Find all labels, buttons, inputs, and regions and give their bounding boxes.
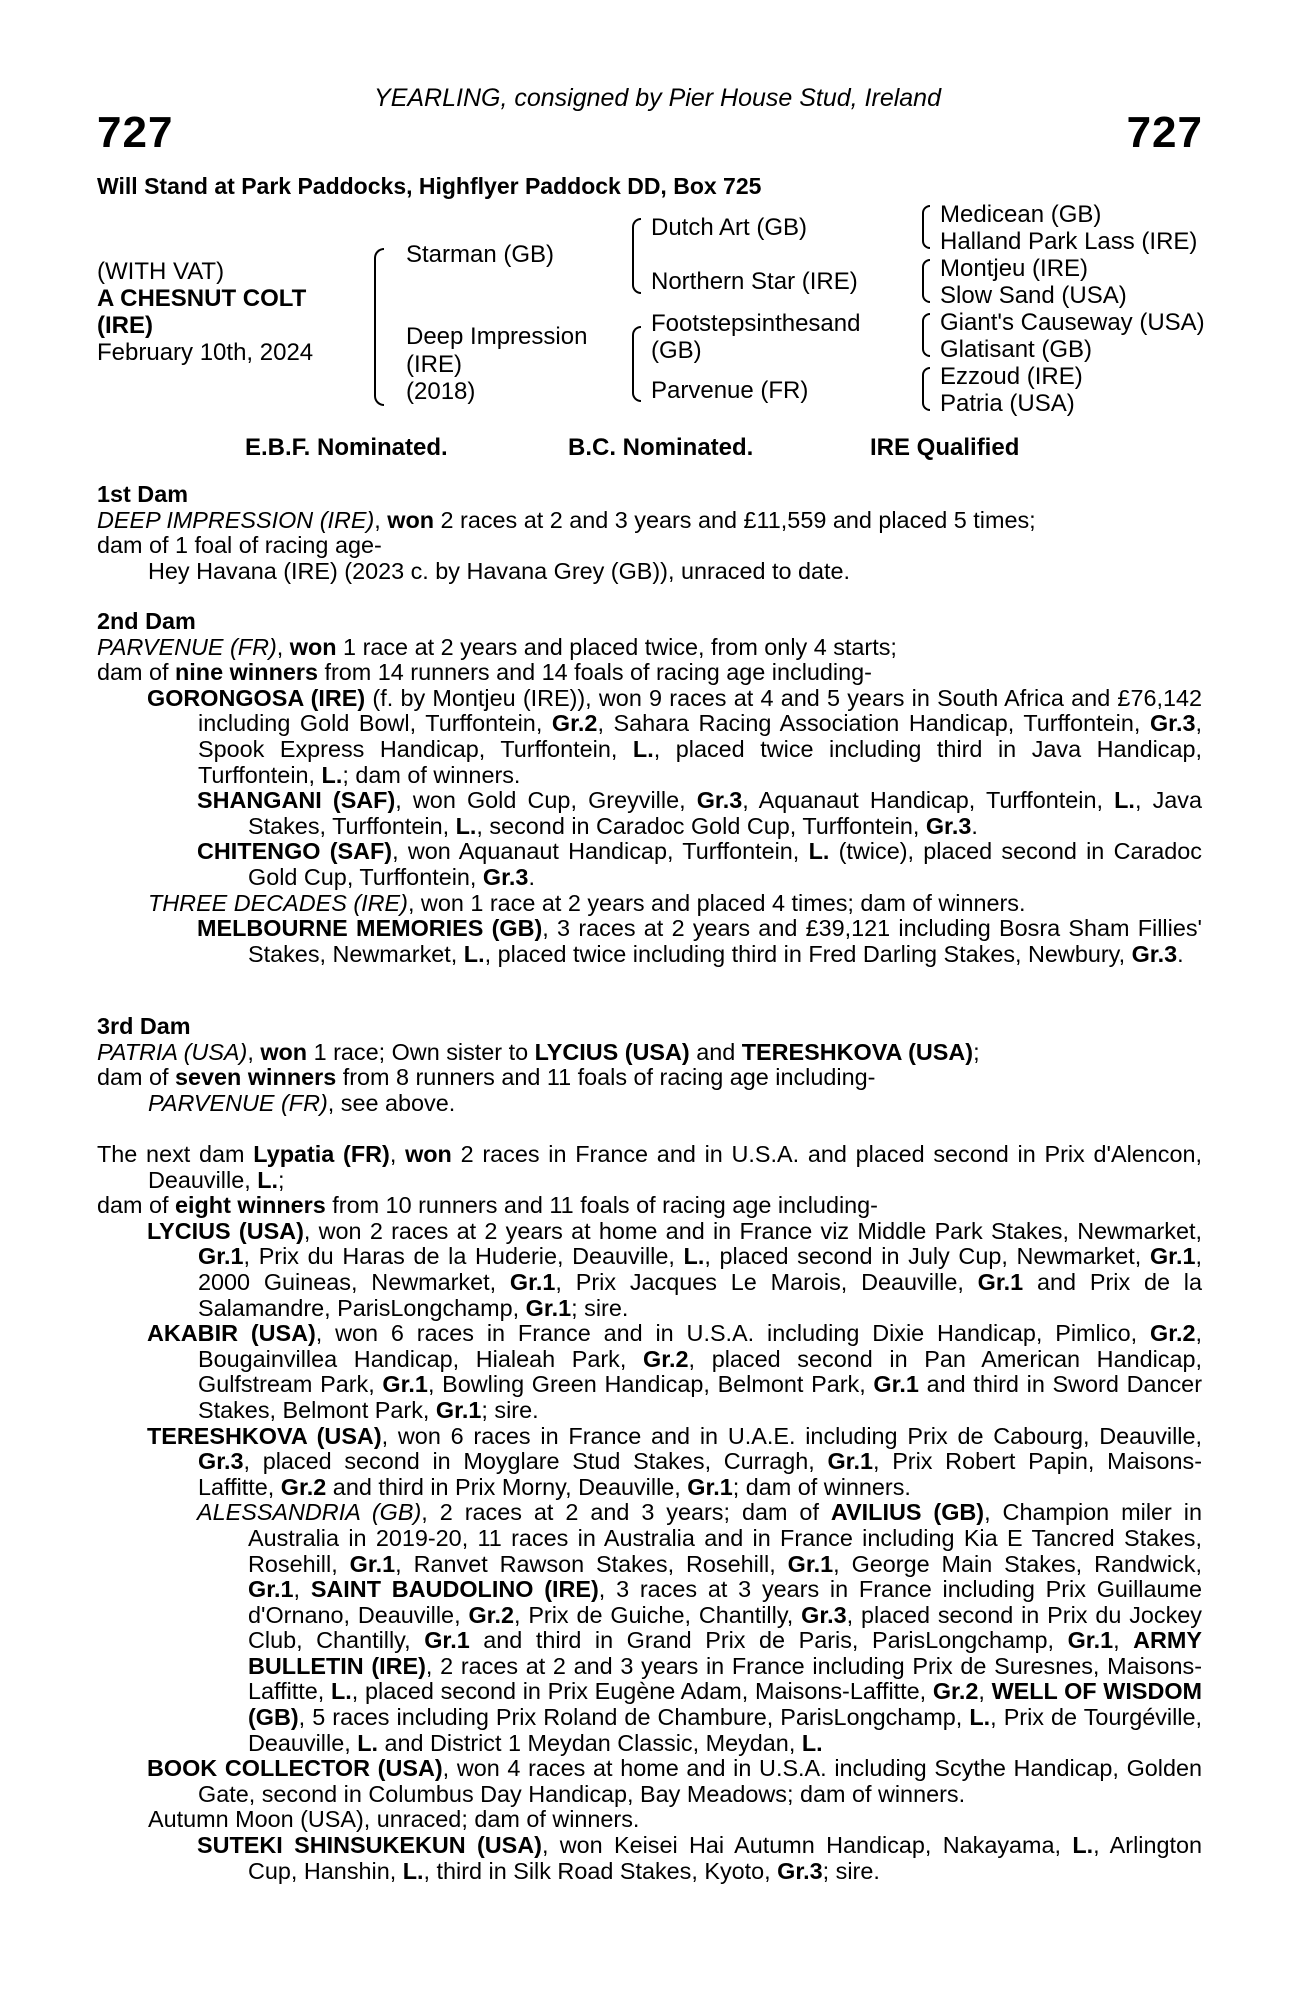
produce-entry: MELBOURNE MEMORIES (GB), 3 races at 2 years and £39,121 including Bosra Sham Fillies' Stakes, Newmarket, L., placed twice including third in Fred Darling Stakes, Newbury, Gr.3.: [197, 915, 1202, 967]
produce-entry: AKABIR (USA), won 6 races in France and in U.S.A. including Dixie Handicap, Pimlico, Gr.2, Bougainvillea Handicap, Hialeah Park, Gr.2, placed second in Pan American Handicap, Gulfstream Park, Gr.1, Bowling Green Handicap, Belmont Park, Gr.1 and third in Sword Dancer Stakes, Belmont Park, Gr.1; sire.: [147, 1320, 1203, 1423]
sds: Montjeu (IRE): [940, 255, 1089, 282]
sss: Medicean (GB): [940, 201, 1102, 228]
produce-entry: SUTEKI SHINSUKEKUN (USA), won Keisei Hai Autumn Handicap, Nakayama, L., Arlington Cup, Hanshin, L., third in Silk Road Stakes, Kyoto, Gr.3; sire.: [197, 1832, 1203, 1884]
ebf-nomination: E.B.F. Nominated.: [245, 434, 448, 461]
pedigree-brace-main: [374, 248, 384, 406]
first-dam-line: DEEP IMPRESSION (IRE), won 2 races at 2 and 3 years and £11,559 and placed 5 times;: [97, 506, 1036, 533]
dss: Giant's Causeway (USA): [940, 309, 1205, 336]
first-dam-line: dam of 1 foal of racing age-: [97, 532, 382, 559]
horse-name: A CHESNUT COLT: [97, 285, 307, 312]
pedigree-brace-dam: [632, 326, 641, 402]
next-dam-line: dam of eight winners from 10 runners and 11 foals of racing age including-: [97, 1192, 878, 1219]
dam-sire: Footstepsinthesand: [651, 310, 861, 337]
produce-entry: LYCIUS (USA), won 2 races at 2 years at home and in France viz Middle Park Stakes, Newmarket, Gr.1, Prix du Haras de la Huderie, Deauville, L., placed second in July Cup, Newmarket, Gr.1, 2000 Guineas, Newmarket, Gr.1, Prix Jacques Le Marois, Deauville, Gr.1 and Prix de la Salamandre, ParisLongchamp, Gr.1; sire.: [147, 1217, 1203, 1321]
produce-entry: CHITENGO (SAF), won Aquanaut Handicap, Turffontein, L. (twice), placed second in Caradoc Gold Cup, Turffontein, Gr.3.: [197, 838, 1202, 890]
second-dam-line: PARVENUE (FR), won 1 race at 2 years and placed twice, from only 4 starts;: [97, 633, 897, 660]
pedigree-brace-3: [922, 313, 930, 357]
vat-note: (WITH VAT): [97, 258, 225, 285]
produce-entry: PARVENUE (FR), see above.: [148, 1089, 456, 1116]
ire-qualified: IRE Qualified: [870, 434, 1020, 461]
dsd: Glatisant (GB): [940, 336, 1093, 363]
pedigree-brace-sire: [632, 218, 641, 294]
ssd: Halland Park Lass (IRE): [940, 228, 1198, 255]
pedigree-brace-1: [922, 205, 930, 249]
dam-dam: Parvenue (FR): [651, 377, 809, 404]
foaling-date: February 10th, 2024: [97, 339, 314, 366]
consignment-line: YEARLING, consigned by Pier House Stud, Ireland: [374, 84, 941, 112]
next-dam-line: The next dam Lypatia (FR), won 2 races in France and in U.S.A. and placed second in Prix d'Alencon, Deauville, L.;: [97, 1141, 1203, 1193]
third-dam-line: PATRIA (USA), won 1 race; Own sister to LYCIUS (USA) and TERESHKOVA (USA);: [97, 1038, 980, 1065]
ddd: Patria (USA): [940, 390, 1075, 417]
dam-year: (2018): [406, 378, 476, 405]
sire: Starman (GB): [406, 241, 555, 268]
sire-sire: Dutch Art (GB): [651, 214, 808, 241]
lot-number-left: 727: [97, 108, 174, 157]
first-dam-section: [97, 482, 1202, 584]
produce-entry: TERESHKOVA (USA), won 6 races in France and in U.A.E. including Prix de Cabourg, Deauville, Gr.3, placed second in Moyglare Stud Stakes, Curragh, Gr.1, Prix Robert Papin, Maisons-Laffitte, Gr.2 and third in Prix Morny, Deauville, Gr.1; dam of winners.: [147, 1422, 1202, 1500]
first-dam-produce: Hey Havana (IRE) (2023 c. by Havana Grey (GB)), unraced to date.: [148, 557, 851, 584]
second-dam-section: [97, 609, 1202, 967]
horse-name-country: (IRE): [97, 312, 153, 339]
second-dam-heading: 2nd Dam: [97, 608, 196, 634]
dam-sire-country: (GB): [651, 337, 702, 364]
dam-country: (IRE): [406, 351, 462, 378]
produce-entry: SHANGANI (SAF), won Gold Cup, Greyville, Gr.3, Aquanaut Handicap, Turffontein, L., Java Stakes, Turffontein, L., second in Caradoc Gold Cup, Turffontein, Gr.3.: [197, 787, 1202, 839]
pedigree-brace-2: [922, 259, 930, 303]
sdd: Slow Sand (USA): [940, 282, 1127, 309]
dam: Deep Impression: [406, 323, 588, 350]
stand-location: Will Stand at Park Paddocks, Highflyer Paddock DD, Box 725: [97, 173, 762, 199]
first-dam-heading: 1st Dam: [97, 481, 189, 507]
lot-number-right: 727: [1126, 108, 1203, 157]
produce-entry: Autumn Moon (USA), unraced; dam of winners.: [148, 1806, 640, 1833]
produce-entry: BOOK COLLECTOR (USA), won 4 races at home and in U.S.A. including Scythe Handicap, Golden Gate, second in Columbus Day Handicap, Bay Meadows; dam of winners.: [147, 1755, 1202, 1807]
pedigree-brace-4: [922, 367, 930, 411]
produce-entry: GORONGOSA (IRE) (f. by Montjeu (IRE)), won 9 races at 4 and 5 years in South Africa and £76,142 including Gold Bowl, Turffontein, Gr.2, Sahara Racing Association Handicap, Turffontein, Gr.3, Spook Express Handicap, Turffontein, L., placed twice including third in Java Handicap, Turffontein, L.; dam of winners.: [147, 684, 1202, 788]
third-dam-line: dam of seven winners from 8 runners and 11 foals of racing age including-: [97, 1064, 876, 1091]
next-dam-section: [97, 1142, 1202, 1884]
third-dam-section: [97, 1014, 1202, 1116]
dds: Ezzoud (IRE): [940, 363, 1083, 390]
sire-dam: Northern Star (IRE): [651, 268, 858, 295]
third-dam-heading: 3rd Dam: [97, 1013, 191, 1039]
produce-entry: ALESSANDRIA (GB), 2 races at 2 and 3 years; dam of AVILIUS (GB), Champion miler in Australia in 2019-20, 11 races in Australia and in France including Kia E Tancred Stakes, Rosehill, Gr.1, Ranvet Rawson Stakes, Rosehill, Gr.1, George Main Stakes, Randwick, Gr.1, SAINT BAUDOLINO (IRE), 3 races at 3 years in France including Prix Guillaume d'Ornano, Deauville, Gr.2, Prix de Guiche, Chantilly, Gr.3, placed second in Prix du Jockey Club, Chantilly, Gr.1 and third in Grand Prix de Paris, ParisLongchamp, Gr.1, ARMY BULLETIN (IRE), 2 races at 2 and 3 years in France including Prix de Suresnes, Maisons-Laffitte, L., placed second in Prix Eugène Adam, Maisons-Laffitte, Gr.2, WELL OF WISDOM (GB), 5 races including Prix Roland de Chambure, ParisLongchamp, L., Prix de Tourgéville, Deauville, L. and District 1 Meydan Classic, Meydan, L.: [197, 1499, 1203, 1756]
second-dam-line: dam of nine winners from 14 runners and 14 foals of racing age including-: [97, 659, 872, 686]
produce-entry: THREE DECADES (IRE), won 1 race at 2 years and placed 4 times; dam of winners.: [148, 889, 1026, 916]
bc-nomination: B.C. Nominated.: [568, 434, 754, 461]
